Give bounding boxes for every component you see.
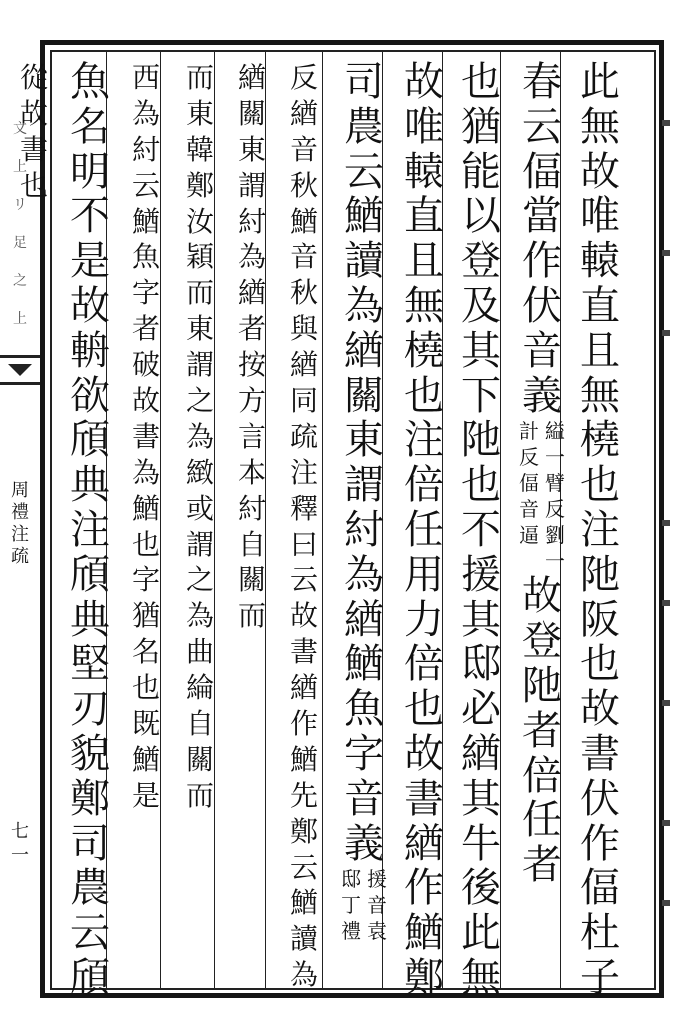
annotation-char: 縊 bbox=[545, 419, 565, 444]
text-char: 反 bbox=[289, 61, 318, 94]
page-number-char: 七 bbox=[11, 821, 29, 842]
text-char: 倍 bbox=[404, 462, 444, 509]
text-char: 破 bbox=[131, 348, 160, 382]
text-char: 謂 bbox=[344, 462, 384, 509]
text-char: 欲 bbox=[70, 372, 110, 419]
text-char: 鰌 bbox=[289, 886, 318, 920]
book-title bbox=[6, 480, 34, 568]
annotation-line bbox=[519, 418, 539, 574]
annotation-line bbox=[341, 866, 361, 944]
text-char: 伏 bbox=[580, 775, 620, 822]
text-char: 云 bbox=[289, 563, 318, 597]
text-char: 或 bbox=[185, 491, 214, 525]
text-char: 司 bbox=[70, 820, 110, 867]
text-char: 故 bbox=[289, 599, 318, 633]
text-char: 必 bbox=[461, 686, 501, 733]
page-number bbox=[6, 820, 34, 868]
annotation-char: 一 bbox=[545, 445, 565, 470]
text-char: 也 bbox=[404, 686, 444, 733]
annotation-char: 丁 bbox=[341, 893, 361, 918]
text-char: 猶 bbox=[131, 599, 160, 633]
text-char: 任 bbox=[522, 797, 562, 844]
edge-tick bbox=[662, 520, 670, 526]
text-char: 典 bbox=[70, 462, 110, 509]
text-char: 阪 bbox=[580, 596, 620, 643]
text-char: 偪 bbox=[580, 865, 620, 912]
text-char: 云 bbox=[70, 910, 110, 957]
text-char: 緧 bbox=[404, 820, 444, 867]
text-char: 也 bbox=[131, 527, 160, 561]
text-char: 音 bbox=[522, 327, 562, 374]
text-char: 東 bbox=[344, 417, 384, 464]
text-char: 故 bbox=[522, 573, 562, 620]
text-char: 而 bbox=[185, 61, 214, 94]
text-char: 字 bbox=[131, 563, 160, 597]
text-char: 鰌 bbox=[404, 910, 444, 957]
text-char: 鰌 bbox=[131, 491, 160, 525]
text-char: 鰌 bbox=[344, 641, 384, 688]
text-char: 關 bbox=[237, 563, 266, 597]
text-char: 義 bbox=[344, 820, 384, 867]
text-char: 從 bbox=[19, 61, 48, 94]
text-char: 名 bbox=[131, 635, 160, 669]
text-char: 者 bbox=[522, 842, 562, 889]
text-char: 之 bbox=[185, 563, 214, 597]
text-char: 綸 bbox=[185, 671, 214, 705]
text-char: 故 bbox=[19, 96, 48, 130]
annotation-char: 音 bbox=[519, 497, 539, 522]
text-char: 也 bbox=[461, 59, 501, 105]
text-char: 登 bbox=[522, 618, 562, 665]
text-char: 緧 bbox=[289, 96, 318, 130]
text-char: 是 bbox=[131, 778, 160, 812]
text-char: 唯 bbox=[580, 193, 620, 240]
text-char: 緧 bbox=[344, 327, 384, 374]
text-char: 司 bbox=[344, 59, 384, 105]
text-char: 先 bbox=[289, 778, 318, 812]
text-char: 音 bbox=[344, 775, 384, 822]
text-char: 鰌 bbox=[131, 742, 160, 776]
text-char: 而 bbox=[185, 778, 214, 812]
text-char: 秋 bbox=[289, 168, 318, 202]
text-char: 是 bbox=[70, 238, 110, 285]
text-char: 輈 bbox=[70, 327, 110, 374]
text-char: 緻 bbox=[185, 455, 214, 489]
text-char: 謂 bbox=[185, 348, 214, 382]
annotation-char: 袁 bbox=[367, 919, 387, 944]
text-char: 注 bbox=[70, 506, 110, 553]
text-char: 魚 bbox=[344, 686, 384, 733]
text-char: 東 bbox=[185, 96, 214, 130]
text-char: 作 bbox=[289, 707, 318, 741]
text-char: 云 bbox=[131, 168, 160, 202]
margin-fragment-char: 文 bbox=[13, 121, 27, 137]
text-column-4 bbox=[396, 60, 452, 1001]
text-char: 而 bbox=[237, 599, 266, 633]
text-char: 故 bbox=[404, 730, 444, 777]
text-char: 後 bbox=[461, 865, 501, 912]
text-column-11 bbox=[12, 60, 56, 204]
text-char: 能 bbox=[461, 148, 501, 195]
margin-fragment-char: リ bbox=[13, 197, 27, 213]
text-char: 唯 bbox=[404, 103, 444, 150]
text-char: 者 bbox=[131, 312, 160, 346]
text-char: 故 bbox=[580, 148, 620, 195]
text-char: 力 bbox=[404, 596, 444, 643]
text-char: 且 bbox=[580, 327, 620, 374]
text-char: 而 bbox=[185, 276, 214, 310]
text-char: 猶 bbox=[461, 103, 501, 150]
interlinear-annotation bbox=[519, 418, 565, 574]
text-char: 鄭 bbox=[289, 814, 318, 848]
text-char: 書 bbox=[19, 132, 48, 166]
text-char: 以 bbox=[461, 193, 501, 240]
text-char: 其 bbox=[461, 775, 501, 822]
text-char: 故 bbox=[404, 59, 444, 105]
text-char: 注 bbox=[289, 455, 318, 489]
text-char: 援 bbox=[461, 551, 501, 598]
edge-tick bbox=[662, 250, 670, 256]
text-char: 緧 bbox=[344, 596, 384, 643]
text-char: 登 bbox=[461, 238, 501, 285]
edge-tick bbox=[662, 900, 670, 906]
text-char: 魚 bbox=[131, 240, 160, 274]
annotation-char: 偪 bbox=[519, 471, 539, 496]
text-char: 橈 bbox=[404, 327, 444, 374]
annotation-char: 劉 bbox=[545, 523, 565, 548]
text-char: 頎 bbox=[70, 417, 110, 464]
text-char: 本 bbox=[237, 455, 266, 489]
text-char: 伏 bbox=[522, 282, 562, 329]
text-char: 故 bbox=[131, 384, 160, 418]
text-column-6 bbox=[282, 60, 326, 993]
text-column-9 bbox=[124, 60, 168, 814]
text-char: 鰌 bbox=[344, 193, 384, 240]
text-char: 注 bbox=[404, 417, 444, 464]
text-char: 此 bbox=[580, 59, 620, 105]
annotation-char: 逼 bbox=[519, 523, 539, 548]
edge-tick bbox=[662, 600, 670, 606]
text-char: 作 bbox=[580, 820, 620, 867]
text-char: 明 bbox=[70, 148, 110, 195]
edge-tick bbox=[662, 700, 670, 706]
text-char: 自 bbox=[237, 527, 266, 561]
text-char: 汝 bbox=[185, 204, 214, 238]
edge-tick bbox=[662, 120, 670, 126]
text-char: 鄭 bbox=[185, 168, 214, 202]
text-char: 為 bbox=[344, 551, 384, 598]
annotation-char: 邸 bbox=[341, 867, 361, 892]
text-char: 音 bbox=[289, 240, 318, 274]
text-char: 無 bbox=[404, 282, 444, 329]
text-char: 直 bbox=[404, 193, 444, 240]
text-char: 緧 bbox=[237, 276, 266, 310]
text-char: 按 bbox=[237, 348, 266, 382]
text-char: 曰 bbox=[289, 527, 318, 561]
text-char: 春 bbox=[522, 59, 562, 105]
text-char: 方 bbox=[237, 384, 266, 418]
text-char: 也 bbox=[580, 462, 620, 509]
text-char: 東 bbox=[185, 312, 214, 346]
text-char: 同 bbox=[289, 384, 318, 418]
text-char: 故 bbox=[70, 282, 110, 329]
text-char: 故 bbox=[580, 686, 620, 733]
annotation-char: 禮 bbox=[341, 919, 361, 944]
text-char: 及 bbox=[461, 282, 501, 329]
text-char: 為 bbox=[289, 958, 318, 992]
text-char: 鰌 bbox=[131, 204, 160, 238]
text-char: 無 bbox=[461, 954, 501, 1001]
text-char: 偪 bbox=[522, 148, 562, 195]
text-column-5 bbox=[336, 60, 392, 944]
annotation-char: 援 bbox=[367, 867, 387, 892]
text-char: 緧 bbox=[289, 348, 318, 382]
text-char: 注 bbox=[580, 506, 620, 553]
text-char: 謂 bbox=[185, 527, 214, 561]
text-char: 音 bbox=[289, 132, 318, 166]
text-char: 下 bbox=[461, 372, 501, 419]
text-char: 云 bbox=[289, 850, 318, 884]
text-char: 鄭 bbox=[404, 954, 444, 1001]
text-char: 倍 bbox=[522, 752, 562, 799]
text-char: 直 bbox=[580, 282, 620, 329]
text-char: 農 bbox=[344, 103, 384, 150]
text-char: 也 bbox=[580, 641, 620, 688]
text-char: 為 bbox=[185, 599, 214, 633]
book-title-char: 禮 bbox=[11, 502, 29, 523]
text-char: 也 bbox=[131, 671, 160, 705]
text-char: 刃 bbox=[70, 686, 110, 733]
text-char: 也 bbox=[461, 462, 501, 509]
text-char: 此 bbox=[461, 910, 501, 957]
text-char: 作 bbox=[404, 865, 444, 912]
text-char: 轅 bbox=[580, 238, 620, 285]
text-char: 為 bbox=[131, 96, 160, 130]
margin-fragment-char: 之 bbox=[13, 273, 27, 289]
text-char: 書 bbox=[131, 419, 160, 453]
text-char: 東 bbox=[237, 132, 266, 166]
text-char: 其 bbox=[461, 327, 501, 374]
annotation-char: 反 bbox=[519, 445, 539, 470]
text-char: 者 bbox=[237, 312, 266, 346]
text-char: 典 bbox=[70, 596, 110, 643]
text-char: 自 bbox=[185, 707, 214, 741]
text-char: 書 bbox=[289, 635, 318, 669]
annotation-char: 臂 bbox=[545, 471, 565, 496]
text-char: 其 bbox=[461, 596, 501, 643]
annotation-line bbox=[545, 418, 565, 574]
text-char: 疏 bbox=[289, 419, 318, 453]
book-title-char: 疏 bbox=[11, 546, 29, 567]
text-char: 為 bbox=[344, 282, 384, 329]
text-char: 鰌 bbox=[289, 204, 318, 238]
book-title-char: 周 bbox=[11, 480, 29, 501]
text-char: 曲 bbox=[185, 635, 214, 669]
text-char: 阤 bbox=[522, 662, 562, 709]
text-char: 貌 bbox=[70, 730, 110, 777]
text-char: 阤 bbox=[461, 417, 501, 464]
text-char: 既 bbox=[131, 707, 160, 741]
annotation-char: 反 bbox=[545, 497, 565, 522]
text-char: 魚 bbox=[70, 59, 110, 105]
text-char: 鰌 bbox=[289, 742, 318, 776]
text-char: 讀 bbox=[289, 922, 318, 956]
text-char: 義 bbox=[522, 372, 562, 419]
text-char: 不 bbox=[461, 506, 501, 553]
text-char: 言 bbox=[237, 419, 266, 453]
text-char: 邸 bbox=[461, 641, 501, 688]
text-char: 阤 bbox=[580, 551, 620, 598]
text-column-3 bbox=[453, 60, 509, 1001]
text-char: 紂 bbox=[131, 132, 160, 166]
text-char: 謂 bbox=[237, 168, 266, 202]
text-char: 云 bbox=[344, 148, 384, 195]
text-char: 為 bbox=[237, 240, 266, 274]
text-char: 牛 bbox=[461, 820, 501, 867]
book-title-char: 注 bbox=[11, 524, 29, 545]
text-char: 也 bbox=[19, 168, 48, 202]
text-char: 與 bbox=[289, 312, 318, 346]
text-char: 頎 bbox=[70, 551, 110, 598]
text-char: 轅 bbox=[404, 148, 444, 195]
text-column-7 bbox=[230, 60, 274, 634]
text-char: 杜 bbox=[580, 910, 620, 957]
text-char: 為 bbox=[185, 419, 214, 453]
annotation-char: 音 bbox=[367, 893, 387, 918]
text-char: 堅 bbox=[70, 641, 110, 688]
text-char: 穎 bbox=[185, 240, 214, 274]
text-char: 緧 bbox=[289, 671, 318, 705]
interlinear-annotation bbox=[341, 866, 387, 944]
text-char: 者 bbox=[522, 707, 562, 754]
edge-tick bbox=[662, 820, 670, 826]
annotation-line bbox=[367, 866, 387, 944]
text-char: 鄭 bbox=[70, 775, 110, 822]
text-column-2 bbox=[514, 60, 570, 888]
text-column-8 bbox=[178, 60, 222, 814]
text-char: 無 bbox=[580, 372, 620, 419]
text-char: 讀 bbox=[344, 238, 384, 285]
text-char: 書 bbox=[580, 730, 620, 777]
text-char: 任 bbox=[404, 506, 444, 553]
margin-fragment-char: 上 bbox=[13, 311, 27, 327]
annotation-char: 計 bbox=[519, 419, 539, 444]
margin-fragment-char: 足 bbox=[13, 235, 27, 251]
fishtail-ornament bbox=[0, 355, 40, 385]
text-char: 關 bbox=[237, 96, 266, 130]
text-char: 韓 bbox=[185, 132, 214, 166]
text-char: 也 bbox=[404, 372, 444, 419]
text-char: 關 bbox=[185, 742, 214, 776]
text-char: 書 bbox=[404, 775, 444, 822]
text-char: 農 bbox=[70, 865, 110, 912]
page-number-char: 一 bbox=[11, 845, 29, 866]
text-char: 之 bbox=[185, 384, 214, 418]
text-char: 作 bbox=[522, 238, 562, 285]
text-char: 當 bbox=[522, 193, 562, 240]
text-char: 西 bbox=[131, 61, 160, 94]
text-column-10 bbox=[62, 60, 118, 1001]
text-char: 無 bbox=[580, 103, 620, 150]
text-char: 紂 bbox=[344, 506, 384, 553]
text-char: 為 bbox=[131, 455, 160, 489]
text-char: 緧 bbox=[461, 730, 501, 777]
text-char: 緧 bbox=[237, 61, 266, 94]
text-char: 子 bbox=[580, 954, 620, 1001]
text-char: 頎 bbox=[70, 954, 110, 1001]
text-char: 秋 bbox=[289, 276, 318, 310]
text-char: 紂 bbox=[237, 204, 266, 238]
text-char: 云 bbox=[522, 103, 562, 150]
text-char: 關 bbox=[344, 372, 384, 419]
text-char: 紂 bbox=[237, 491, 266, 525]
margin-fragment-char: 上 bbox=[13, 159, 27, 175]
text-char: 字 bbox=[344, 730, 384, 777]
text-char: 釋 bbox=[289, 491, 318, 525]
text-char: 用 bbox=[404, 551, 444, 598]
text-char: 名 bbox=[70, 103, 110, 150]
text-column-1 bbox=[572, 60, 628, 1001]
annotation-char: 一 bbox=[545, 549, 565, 574]
text-char: 倍 bbox=[404, 641, 444, 688]
text-char: 且 bbox=[404, 238, 444, 285]
text-char: 橈 bbox=[580, 417, 620, 464]
edge-tick bbox=[662, 330, 670, 336]
text-char: 字 bbox=[131, 276, 160, 310]
text-char: 不 bbox=[70, 193, 110, 240]
